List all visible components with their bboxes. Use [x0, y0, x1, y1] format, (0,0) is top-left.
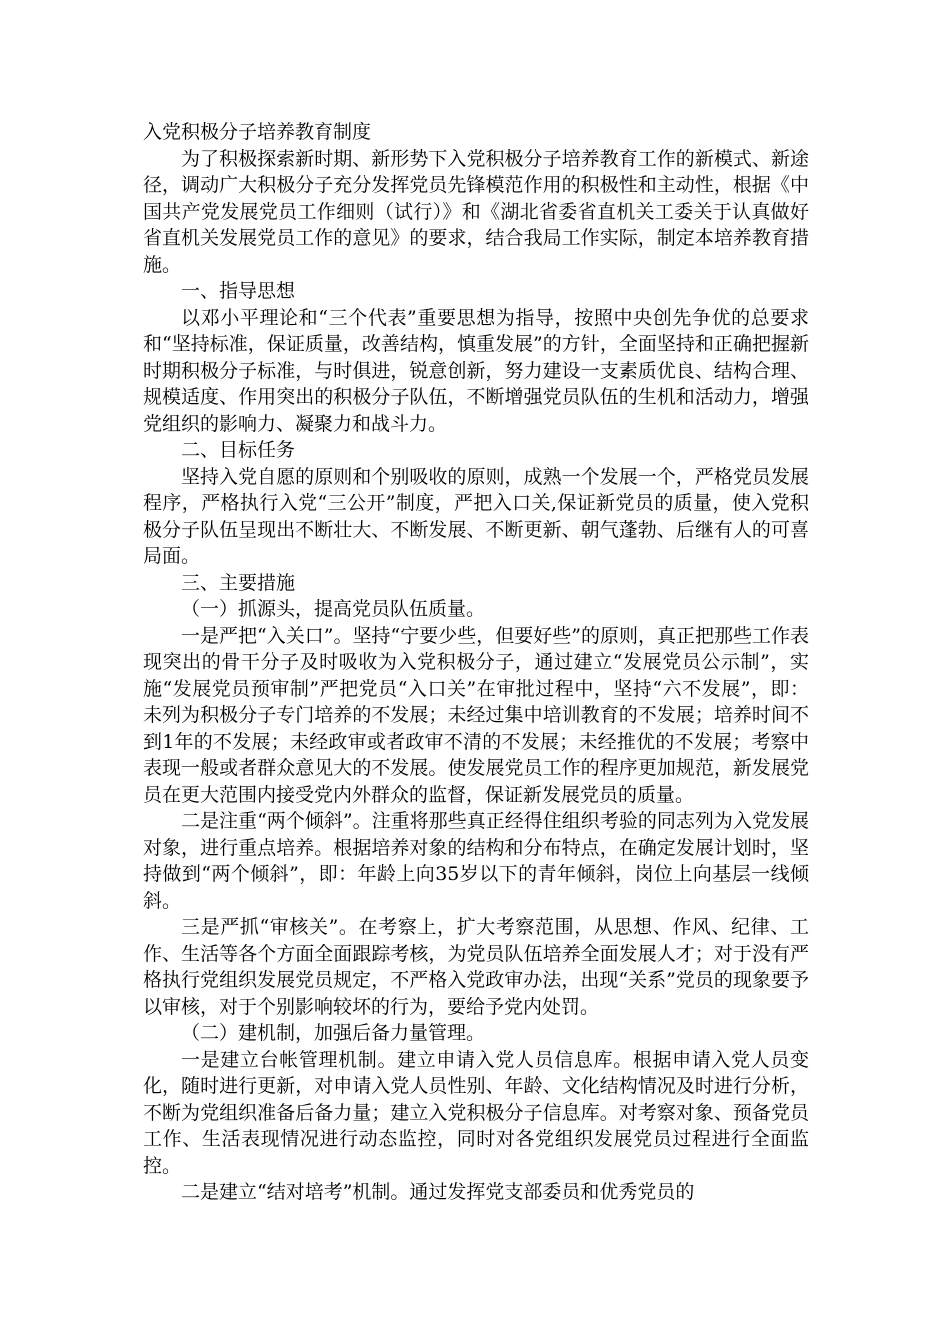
goals-paragraph: 坚持入党自愿的原则和个别吸收的原则，成熟一个发展一个，严格党员发展程序，严格执行入党“三公开”制度，严把入口关,保证新党员的质量，使入党积极分子队伍呈现出不断壮大、不断发展、不断更新、朝气蓬勃、后继有人的可喜局面。 [143, 465, 809, 567]
mechanism-pairing-paragraph: 二是建立“结对培考”机制。通过发挥党支部委员和优秀党员的 [181, 1181, 695, 1203]
subsection-heading-source: （一）抓源头，提高党员队伍质量。 [181, 598, 486, 620]
intro-paragraph: 为了积极探索新时期、新形势下入党积极分子培养教育工作的新模式、新途径，调动广大积极分子充分发挥党员先锋模范作用的积极性和主动性，根据《中国共产党发展党员工作细则（试行）》和《湖北省委省直机关工委关于认真做好省直机关发展党员工作的意见》的要求，结合我局工作实际，制定本培养教育措施。 [143, 147, 809, 276]
measure-entry-gate-paragraph: 一是严把“入关口”。坚持“宁要少些，但要好些”的原则，真正把那些工作表现突出的骨干分子及时吸收为入党积极分子，通过建立“发展党员公示制”，实施“发展党员预审制”严把党员“入口关”在审批过程中，坚持“六不发展”，即：未列为积极分子专门培养的不发展；未经过集中培训教育的不发展；培养时间不到1年的不发展；未经政审或者政审不清的不发展；未经推优的不发展；考察中表现一般或者群众意见大的不发展。使发展党员工作的程序更加规范，新发展党员在更大范围内接受党内外群众的监督，保证新发展党员的质量。 [143, 624, 809, 806]
document-page [143, 119, 809, 1206]
measure-two-inclinations-paragraph: 二是注重“两个倾斜”。注重将那些真正经得住组织考验的同志列为入党发展对象，进行重点培养。根据培养对象的结构和分布特点，在确定发展计划时，坚持做到“两个倾斜”，即：年龄上向35岁以下的青年倾斜，岗位上向基层一线倾斜。 [143, 810, 809, 912]
section-heading-measures: 三、主要措施 [181, 571, 296, 594]
mechanism-ledger-paragraph: 一是建立台帐管理机制。建立申请入党人员信息库。根据申请入党人员变化，随时进行更新，对申请入党人员性别、年龄、文化结构情况及时进行分析，不断为党组织准备后备力量；建立入党积极分子信息库。对考察对象、预备党员工作、生活表现情况进行动态监控，同时对各党组织发展党员过程进行全面监控。 [143, 1048, 809, 1177]
section-heading-goals: 二、目标任务 [181, 439, 296, 461]
document-title: 入党积极分子培养教育制度 [143, 121, 372, 143]
subsection-heading-mechanism: （二）建机制，加强后备力量管理。 [181, 1022, 486, 1044]
measure-review-paragraph: 三是严抓“审核关”。在考察上，扩大考察范围，从思想、作风、纪律、工作、生活等各个方面全面跟踪考核，为党员队伍培养全面发展人才；对于没有严格执行党组织发展党员规定，不严格入党政审办法，出现“关系”党员的现象要予以审核，对于个别影响较坏的行为，要给予党内处罚。 [143, 916, 809, 1018]
section-heading-guiding-ideology: 一、指导思想 [181, 280, 296, 302]
guiding-ideology-paragraph: 以邓小平理论和“三个代表”重要思想为指导，按照中央创先争优的总要求和“坚持标准，保证质量，改善结构，慎重发展”的方针，全面坚持和正确把握新时期积极分子标准，与时俱进，锐意创新，努力建设一支素质优良、结构合理、规模适度、作用突出的积极分子队伍，不断增强党员队伍的生机和活动力，增强党组织的影响力、凝聚力和战斗力。 [143, 306, 809, 435]
